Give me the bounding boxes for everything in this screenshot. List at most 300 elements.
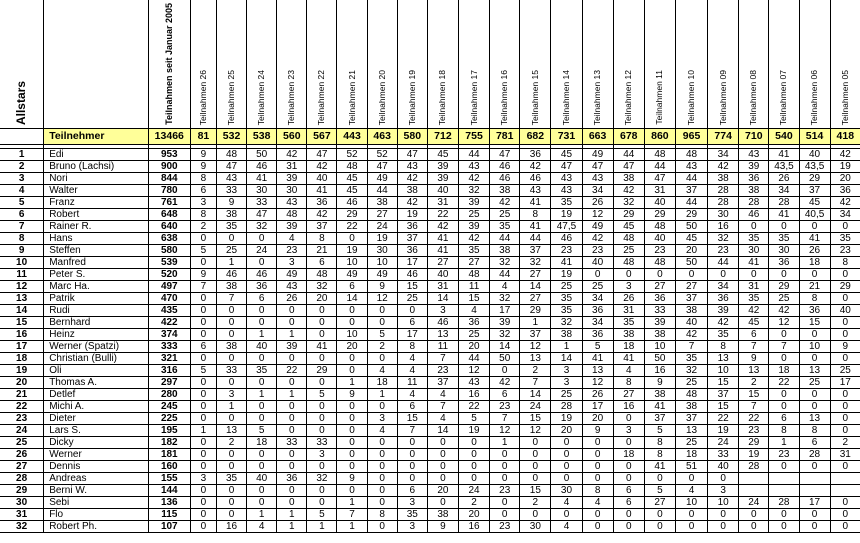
value-cell: 36: [397, 220, 427, 232]
value-cell: 17: [582, 400, 613, 412]
participant-name: Sebi: [44, 496, 148, 508]
rank-cell: 14: [0, 304, 44, 316]
value-cell: 0: [427, 460, 458, 472]
value-cell: 9: [582, 424, 613, 436]
participant-total: 321: [148, 352, 190, 364]
column-header-label: Teilnahmen 11: [654, 70, 665, 125]
participant-total: 638: [148, 232, 190, 244]
value-cell: 46: [739, 208, 769, 220]
grand-total: 13466: [148, 128, 190, 144]
table-row: [0, 220, 860, 232]
value-cell: 32: [675, 364, 707, 376]
value-cell: 12: [367, 292, 397, 304]
value-cell: 40: [644, 232, 675, 244]
value-cell: 45: [337, 184, 367, 196]
value-cell: 20: [459, 340, 490, 352]
value-cell: 1: [216, 400, 246, 412]
value-cell: 6: [307, 256, 337, 268]
value-cell: 7: [216, 292, 246, 304]
value-cell: 9: [337, 388, 367, 400]
value-cell: 0: [277, 496, 307, 508]
value-cell: 0: [613, 460, 644, 472]
value-cell: 35: [739, 232, 769, 244]
column-header-label: Teilnahmen 10: [686, 69, 697, 125]
value-cell: 18: [613, 340, 644, 352]
value-cell: 36: [520, 148, 551, 160]
value-cell: 0: [799, 460, 830, 472]
value-cell: 11: [459, 280, 490, 292]
column-header-label: Teilnahmen 20: [376, 69, 387, 125]
value-cell: 49: [277, 268, 307, 280]
value-cell: 22: [277, 364, 307, 376]
value-cell: 38: [397, 184, 427, 196]
value-cell: 23: [644, 244, 675, 256]
value-cell: 0: [613, 520, 644, 532]
value-cell: 27: [675, 280, 707, 292]
value-cell: 8: [644, 448, 675, 460]
value-cell: 47: [551, 160, 582, 172]
participant-name: Steffen: [44, 244, 148, 256]
value-cell: 21: [307, 244, 337, 256]
rank-cell: 3: [0, 172, 44, 184]
value-cell: 30: [708, 208, 739, 220]
participant-name: Walter: [44, 184, 148, 196]
value-cell: 9: [427, 520, 458, 532]
value-cell: 34: [708, 280, 739, 292]
value-cell: 1: [277, 328, 307, 340]
participant-total: 245: [148, 400, 190, 412]
value-cell: 0: [277, 304, 307, 316]
value-cell: 44: [520, 232, 551, 244]
value-cell: 39: [739, 160, 769, 172]
value-cell: 0: [247, 496, 277, 508]
participant-total: 780: [148, 184, 190, 196]
value-cell: 11: [427, 340, 458, 352]
value-cell: 0: [337, 448, 367, 460]
value-cell: 22: [337, 220, 367, 232]
value-cell: 10: [708, 364, 739, 376]
value-cell: 14: [427, 424, 458, 436]
value-cell: 20: [551, 424, 582, 436]
value-cell: 1: [551, 340, 582, 352]
value-cell: 8: [799, 292, 830, 304]
value-cell: 30: [739, 244, 769, 256]
value-cell: 1: [307, 520, 337, 532]
value-cell: 9: [190, 148, 216, 160]
value-cell: 7: [427, 400, 458, 412]
value-cell: 47: [216, 160, 246, 172]
participant-name: Hans: [44, 232, 148, 244]
participant-name: Detlef: [44, 388, 148, 400]
table-row: [0, 208, 860, 220]
value-cell: 0: [247, 316, 277, 328]
value-cell: 8: [613, 376, 644, 388]
value-cell: 22: [459, 400, 490, 412]
value-cell: 29: [799, 172, 830, 184]
value-cell: 0: [613, 472, 644, 484]
value-cell: 0: [490, 472, 520, 484]
value-cell: 46: [520, 172, 551, 184]
value-cell: 35: [739, 292, 769, 304]
summary-value: 682: [520, 128, 551, 144]
value-cell: 40: [247, 472, 277, 484]
summary-value: 540: [769, 128, 799, 144]
value-cell: 29: [520, 304, 551, 316]
value-cell: 45: [613, 220, 644, 232]
value-cell: 35: [551, 292, 582, 304]
value-cell: 48: [644, 148, 675, 160]
column-header-label: Teilnahmen 18: [437, 69, 448, 125]
header-row: [0, 0, 860, 128]
value-cell: 4: [675, 484, 707, 496]
participant-total: 155: [148, 472, 190, 484]
value-cell: 13: [739, 364, 769, 376]
value-cell: 0: [337, 460, 367, 472]
participant-name: Thomas A.: [44, 376, 148, 388]
value-cell: 0: [708, 268, 739, 280]
summary-value: 81: [190, 128, 216, 144]
value-cell: 43,5: [799, 160, 830, 172]
rank-cell: 15: [0, 316, 44, 328]
participant-total: 422: [148, 316, 190, 328]
value-cell: 3: [277, 256, 307, 268]
participant-name: Nori: [44, 172, 148, 184]
value-cell: 0: [190, 460, 216, 472]
value-cell: 3: [551, 364, 582, 376]
value-cell: 0: [337, 364, 367, 376]
participant-name: Robert: [44, 208, 148, 220]
value-cell: 26: [799, 244, 830, 256]
value-cell: 37: [675, 292, 707, 304]
value-cell: 41: [739, 256, 769, 268]
value-cell: 0: [367, 316, 397, 328]
value-cell: 39: [490, 316, 520, 328]
value-cell: 25: [216, 244, 246, 256]
value-cell: 15: [739, 388, 769, 400]
value-cell: 0: [582, 448, 613, 460]
column-header: [520, 0, 551, 128]
value-cell: 6: [490, 388, 520, 400]
column-header: [644, 0, 675, 128]
value-cell: 34: [708, 148, 739, 160]
value-cell: 46: [397, 268, 427, 280]
summary-value: 538: [247, 128, 277, 144]
participant-name: Marc Ha.: [44, 280, 148, 292]
value-cell: 0: [520, 460, 551, 472]
value-cell: 7: [190, 280, 216, 292]
rank-cell: 7: [0, 220, 44, 232]
value-cell: 0: [397, 460, 427, 472]
value-cell: 1: [277, 520, 307, 532]
value-cell: 38: [613, 328, 644, 340]
value-cell: 0: [397, 448, 427, 460]
value-cell: 16: [459, 388, 490, 400]
value-cell: 0: [551, 448, 582, 460]
value-cell: 3: [427, 304, 458, 316]
value-cell: 35: [397, 508, 427, 520]
value-cell: 38: [739, 184, 769, 196]
value-cell: [769, 484, 799, 496]
participant-total: 297: [148, 376, 190, 388]
value-cell: 0: [307, 496, 337, 508]
value-cell: 0: [830, 400, 860, 412]
column-header: [277, 0, 307, 128]
value-cell: 1: [247, 328, 277, 340]
value-cell: 15: [459, 292, 490, 304]
value-cell: 29: [307, 364, 337, 376]
value-cell: 0: [520, 448, 551, 460]
value-cell: 0: [644, 472, 675, 484]
value-cell: 25: [551, 388, 582, 400]
value-cell: 24: [459, 484, 490, 496]
value-cell: 19: [367, 232, 397, 244]
value-cell: 25: [675, 436, 707, 448]
column-header-label: Teilnahmen 05: [839, 69, 850, 125]
value-cell: 12: [520, 424, 551, 436]
participants-label: Teilnehmer: [44, 128, 148, 144]
rank-cell: 30: [0, 496, 44, 508]
value-cell: 6: [337, 280, 367, 292]
value-cell: 0: [216, 496, 246, 508]
value-cell: 43: [739, 148, 769, 160]
value-cell: 22: [739, 412, 769, 424]
value-cell: 36: [708, 292, 739, 304]
summary-value: 514: [799, 128, 830, 144]
value-cell: 38: [708, 172, 739, 184]
value-cell: 0: [830, 520, 860, 532]
value-cell: 16: [708, 220, 739, 232]
value-cell: 40: [427, 268, 458, 280]
value-cell: 0: [216, 448, 246, 460]
value-cell: 4: [613, 364, 644, 376]
value-cell: 1: [520, 316, 551, 328]
value-cell: 17: [799, 496, 830, 508]
value-cell: 27: [644, 280, 675, 292]
column-header: [337, 0, 367, 128]
value-cell: 0: [216, 484, 246, 496]
value-cell: 43: [397, 160, 427, 172]
column-header: [739, 0, 769, 128]
value-cell: 2: [190, 220, 216, 232]
value-cell: 36: [769, 256, 799, 268]
value-cell: 41: [307, 184, 337, 196]
participant-name: Dicky: [44, 436, 148, 448]
value-cell: 0: [216, 328, 246, 340]
participant-name: Rainer R.: [44, 220, 148, 232]
summary-value: 965: [675, 128, 707, 144]
value-cell: 28: [739, 460, 769, 472]
value-cell: 42: [520, 160, 551, 172]
value-cell: 37: [520, 328, 551, 340]
value-cell: 19: [551, 268, 582, 280]
value-cell: 0: [247, 376, 277, 388]
table-row: [0, 280, 860, 292]
value-cell: 36: [459, 316, 490, 328]
column-header: [490, 0, 520, 128]
value-cell: 12: [459, 364, 490, 376]
value-cell: 15: [520, 412, 551, 424]
participant-name: Peter S.: [44, 268, 148, 280]
column-header-label: Teilnahmen 14: [560, 69, 571, 125]
rank-cell: 20: [0, 376, 44, 388]
value-cell: 36: [830, 184, 860, 196]
value-cell: 5: [582, 340, 613, 352]
value-cell: 33: [307, 436, 337, 448]
value-cell: 52: [337, 148, 367, 160]
value-cell: 35: [216, 220, 246, 232]
value-cell: 0: [459, 436, 490, 448]
value-cell: 37: [307, 220, 337, 232]
value-cell: 0: [190, 376, 216, 388]
participant-total: 374: [148, 328, 190, 340]
value-cell: 24: [247, 244, 277, 256]
participant-name: Christian (Bulli): [44, 352, 148, 364]
table-row: [0, 364, 860, 376]
value-cell: 32: [520, 256, 551, 268]
value-cell: [739, 472, 769, 484]
value-cell: 0: [520, 508, 551, 520]
participant-total: 280: [148, 388, 190, 400]
value-cell: 2: [830, 436, 860, 448]
value-cell: 46: [247, 268, 277, 280]
value-cell: 43: [675, 160, 707, 172]
participant-total: 640: [148, 220, 190, 232]
value-cell: 25: [799, 376, 830, 388]
value-cell: 0: [799, 328, 830, 340]
value-cell: 0: [337, 232, 367, 244]
table-row: [0, 316, 860, 328]
column-header: [799, 0, 830, 128]
value-cell: 0: [799, 268, 830, 280]
value-cell: 50: [644, 352, 675, 364]
value-cell: 39: [277, 220, 307, 232]
value-cell: 7: [397, 424, 427, 436]
summary-value: 860: [644, 128, 675, 144]
value-cell: 38: [490, 244, 520, 256]
value-cell: 35: [551, 304, 582, 316]
value-cell: 22: [708, 412, 739, 424]
value-cell: 5: [367, 328, 397, 340]
value-cell: 0: [216, 460, 246, 472]
column-header: [190, 0, 216, 128]
value-cell: 2: [739, 376, 769, 388]
value-cell: 3: [190, 472, 216, 484]
value-cell: 0: [190, 352, 216, 364]
value-cell: 36: [307, 196, 337, 208]
summary-value: 774: [708, 128, 739, 144]
value-cell: 0: [367, 472, 397, 484]
table-row: [0, 184, 860, 196]
value-cell: 47: [644, 172, 675, 184]
value-cell: 0: [769, 460, 799, 472]
value-cell: 30: [520, 520, 551, 532]
value-cell: 19: [397, 208, 427, 220]
total-header-cell: [148, 0, 190, 128]
value-cell: 29: [644, 208, 675, 220]
rank-cell: 9: [0, 244, 44, 256]
value-cell: 0: [799, 508, 830, 520]
value-cell: 4: [582, 496, 613, 508]
summary-value: 560: [277, 128, 307, 144]
value-cell: 37: [708, 388, 739, 400]
value-cell: 7: [769, 340, 799, 352]
table-row: [0, 196, 860, 208]
value-cell: 0: [367, 436, 397, 448]
value-cell: 0: [190, 388, 216, 400]
value-cell: 15: [397, 280, 427, 292]
value-cell: 6: [769, 412, 799, 424]
value-cell: 0: [675, 520, 707, 532]
value-cell: 32: [490, 256, 520, 268]
value-cell: 37: [644, 412, 675, 424]
table-row: [0, 328, 860, 340]
value-cell: 41: [247, 172, 277, 184]
value-cell: 0: [799, 520, 830, 532]
value-cell: 42: [427, 220, 458, 232]
value-cell: 16: [459, 520, 490, 532]
value-cell: 0: [307, 352, 337, 364]
value-cell: 8: [769, 424, 799, 436]
value-cell: 9: [190, 160, 216, 172]
value-cell: 48: [613, 256, 644, 268]
value-cell: 8: [190, 172, 216, 184]
value-cell: 0: [613, 268, 644, 280]
value-cell: 38: [644, 388, 675, 400]
value-cell: 0: [277, 412, 307, 424]
column-header: [247, 0, 277, 128]
value-cell: 48: [459, 268, 490, 280]
value-cell: 38: [675, 400, 707, 412]
table-body: [0, 128, 860, 532]
value-cell: 40: [799, 148, 830, 160]
value-cell: 32: [490, 328, 520, 340]
rank-cell: 17: [0, 340, 44, 352]
value-cell: 40: [675, 316, 707, 328]
value-cell: 44: [675, 196, 707, 208]
value-cell: 25: [582, 280, 613, 292]
value-cell: 0: [582, 472, 613, 484]
participant-total: 115: [148, 508, 190, 520]
value-cell: 45: [799, 196, 830, 208]
value-cell: 0: [247, 232, 277, 244]
value-cell: 0: [190, 484, 216, 496]
value-cell: 0: [830, 424, 860, 436]
table-row: [0, 496, 860, 508]
value-cell: 23: [277, 244, 307, 256]
value-cell: 46: [216, 268, 246, 280]
value-cell: 0: [277, 448, 307, 460]
value-cell: 9: [830, 340, 860, 352]
value-cell: 0: [520, 472, 551, 484]
value-cell: 18: [367, 376, 397, 388]
value-cell: [739, 484, 769, 496]
value-cell: 37: [675, 412, 707, 424]
value-cell: 0: [830, 268, 860, 280]
column-header: [216, 0, 246, 128]
value-cell: 29: [769, 280, 799, 292]
column-header-label: Teilnahmen 07: [778, 69, 789, 125]
value-cell: 0: [216, 376, 246, 388]
value-cell: 38: [367, 196, 397, 208]
participant-total: 953: [148, 148, 190, 160]
value-cell: 1: [190, 424, 216, 436]
value-cell: 30: [551, 484, 582, 496]
value-cell: 38: [216, 340, 246, 352]
rank-cell: 24: [0, 424, 44, 436]
value-cell: 26: [582, 196, 613, 208]
value-cell: 10: [644, 340, 675, 352]
value-cell: 40: [708, 460, 739, 472]
